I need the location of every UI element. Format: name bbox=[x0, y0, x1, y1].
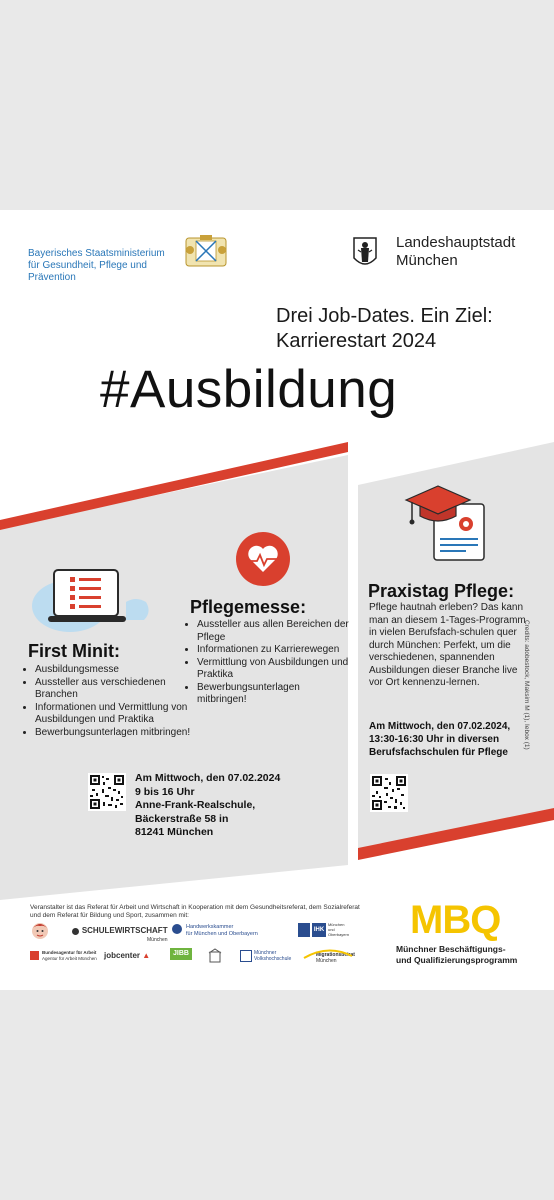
jobcenter-name: jobcenter bbox=[104, 951, 141, 960]
ministry-name: Bayerisches Staatsministerium für Gesundheit, Pflege und Prävention bbox=[28, 248, 165, 283]
migrationsbeirat-name: Migrationsbeirat bbox=[316, 952, 355, 958]
schulewirtschaft-icon bbox=[72, 928, 79, 935]
first-minit-title: First Minit: bbox=[28, 641, 120, 661]
event-time: 9 bis 16 Uhr bbox=[135, 785, 195, 798]
migrationsbeirat-sub: München bbox=[316, 958, 337, 964]
volkshochschule-line2: Volkshochschule bbox=[254, 956, 292, 962]
jibb-logo bbox=[170, 948, 192, 960]
volkshochschule-icon bbox=[240, 950, 252, 962]
arbeitsagentur-logo bbox=[30, 950, 97, 962]
hashtag-headline: #Ausbildung bbox=[100, 360, 398, 419]
city-name-line2: München bbox=[396, 252, 458, 269]
list-item: • Aussteller aus verschiedenen Branchen bbox=[35, 677, 195, 702]
partner-face-logo-icon bbox=[30, 922, 50, 940]
organizer-note: Veranstalter ist das Referat für Arbeit und Wirtschaft in Kooperation mit dem Gesundheitsreferat, dem Sozialreferat und dem Referat für Bildung und Sport, zusammen mit: bbox=[30, 904, 360, 919]
handwerkskammer-logo bbox=[172, 924, 258, 938]
first-minit-bullets bbox=[26, 664, 195, 739]
arbeitsagentur-line1: Bundesagentur für Arbeit bbox=[42, 950, 97, 955]
volkshochschule-line1: Münchner bbox=[254, 950, 277, 956]
list-item: • Vermittlung von Ausbildungen und Praktika bbox=[197, 657, 352, 682]
arbeitsagentur-icon bbox=[30, 951, 39, 960]
subheadline-line1: Drei Job-Dates. Ein Ziel: bbox=[276, 305, 493, 327]
pflegemesse-title: Pflegemesse: bbox=[190, 597, 307, 617]
jibb-name: JIBB bbox=[170, 948, 192, 960]
list-item: • Bewerbungsunterlagen mitbringen! bbox=[35, 727, 195, 740]
handwerkskammer-line1: Handwerkskammer bbox=[186, 924, 234, 930]
poster bbox=[0, 210, 554, 990]
mbq-logo bbox=[410, 898, 501, 942]
praxistag-title: Praxistag Pflege: bbox=[368, 581, 515, 601]
image-credits: Credits: adobestock, Maksim M (1), Iebox (1) bbox=[523, 620, 530, 750]
ihk-icon bbox=[298, 923, 310, 937]
handwerkskammer-line2: für München und Oberbayern bbox=[186, 931, 258, 937]
list-item: • Informationen zu Karrierewegen bbox=[197, 644, 352, 657]
mbq-caption-line2: und Qualifizierungsprogramm bbox=[396, 954, 518, 965]
schulewirtschaft-sub: München bbox=[147, 937, 168, 943]
graduation-certificate-icon bbox=[404, 482, 492, 564]
laptop-checklist-icon bbox=[30, 562, 152, 634]
qr-code-pflegemesse[interactable] bbox=[88, 773, 126, 811]
migrationsbeirat-icon bbox=[302, 948, 354, 962]
volkshochschule-logo bbox=[240, 950, 291, 962]
list-item: • Informationen und Vermittlung von Ausbildungen und Praktika bbox=[35, 702, 195, 727]
list-item: • Aussteller aus allen Bereichen der Pflege bbox=[197, 619, 352, 644]
munich-kindl-icon bbox=[352, 236, 378, 270]
heart-rate-icon bbox=[236, 532, 290, 586]
schulewirtschaft-name: SCHULEWIRTSCHAFT bbox=[81, 926, 168, 935]
event-city: 81241 München bbox=[135, 826, 214, 838]
jobcenter-icon: ▲ bbox=[142, 951, 151, 960]
praxistag-event-location: Berufsfachschulen für Pflege bbox=[369, 747, 508, 758]
jobcenter-logo bbox=[104, 952, 150, 960]
praxistag-event-date: Am Mittwoch, den 07.02.2024, bbox=[369, 721, 511, 732]
migrationsbeirat-logo bbox=[302, 948, 355, 964]
mbq-caption bbox=[396, 944, 517, 965]
handwerkskammer-icon bbox=[172, 924, 182, 934]
city-name bbox=[396, 234, 515, 270]
event-street: Bäckerstraße 58 in bbox=[135, 812, 229, 825]
partner-building-icon bbox=[208, 948, 222, 964]
list-item: • Bewerbungsunterlagen mitbringen! bbox=[197, 682, 352, 707]
pflegemesse-event-info bbox=[135, 772, 305, 840]
qr-code-praxistag[interactable] bbox=[370, 774, 408, 812]
mbq-logo-text: MBQ bbox=[410, 898, 501, 942]
praxistag-description: Pflege hautnah erleben? Das kann man an diesem 1-Tages-Programm in vielen Berufsfach-schulen quer durch München: Perfekt, um die verschiedenen, spannenden Ausbildungen dieser Branche live vor Ort kennenzu-lernen. bbox=[369, 602, 526, 688]
arbeitsagentur-line2: Agentur für Arbeit München bbox=[42, 956, 97, 961]
subheadline bbox=[276, 304, 546, 354]
schulewirtschaft-logo bbox=[72, 927, 168, 944]
event-date: Am Mittwoch, den 07.02.2024 bbox=[135, 772, 281, 784]
mbq-caption-line1: Münchner Beschäftigungs- bbox=[396, 944, 506, 954]
city-name-line1: Landeshauptstadt bbox=[396, 234, 516, 251]
ihk-name: IHK bbox=[312, 923, 326, 937]
ihk-logo bbox=[298, 922, 350, 937]
subheadline-line2: Karrierestart 2024 bbox=[276, 330, 437, 352]
list-item: • Ausbildungsmesse bbox=[35, 664, 195, 677]
event-venue: Anne-Frank-Realschule, bbox=[135, 799, 256, 811]
praxistag-event-time: 13:30-16:30 Uhr in diversen bbox=[369, 734, 500, 745]
bavarian-crest-icon bbox=[182, 234, 230, 268]
praxistag-event-info bbox=[369, 720, 539, 759]
ihk-sub: München und Oberbayern bbox=[327, 922, 350, 937]
pflegemesse-bullets bbox=[188, 619, 352, 707]
